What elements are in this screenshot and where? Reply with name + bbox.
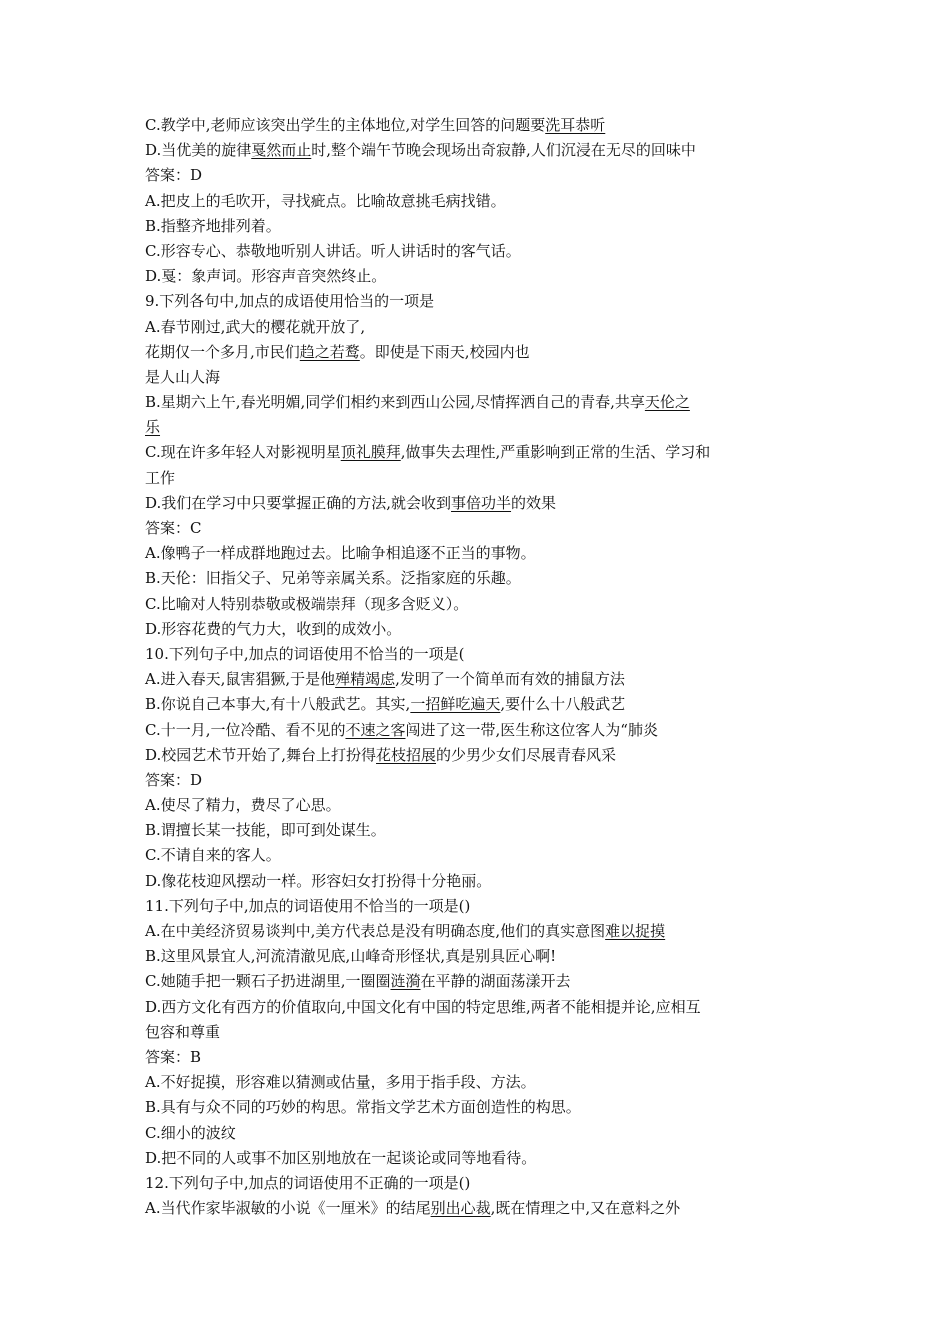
underlined-phrase: 顶礼膜拜: [340, 443, 401, 462]
text-segment: 。即使是下雨天,校园内也: [359, 342, 530, 361]
text-line: [145, 541, 810, 566]
text-segment: A.把皮上的毛吹开，寻找疵点。比喻故意挑毛病找错。: [145, 191, 506, 210]
text-segment: D.西方文化有西方的价值取向,中国文化有中国的特定思维,两者不能相提并论,应相互: [145, 997, 701, 1016]
underlined-phrase: 难以捉摸: [605, 922, 666, 940]
text-line: [145, 138, 810, 163]
text-line: [145, 340, 810, 365]
text-segment: C.十一月,一位冷酷、看不见的: [145, 720, 346, 739]
text-line: [145, 415, 810, 440]
text-segment: 10.下列句子中,加点的词语使用不恰当的一项是(: [145, 644, 465, 663]
document-page: [145, 113, 810, 1221]
text-line: [145, 466, 810, 491]
text-line: [145, 491, 810, 516]
text-line: [145, 390, 810, 415]
underlined-phrase: 趋之若鹜: [299, 342, 360, 361]
text-segment: A.春节刚过,武大的樱花就开放了,: [145, 317, 366, 336]
text-segment: B.天伦：旧指父子、兄弟等亲属关系。泛指家庭的乐趣。: [145, 569, 521, 588]
underlined-phrase: 乐: [145, 418, 161, 437]
text-line: [145, 793, 810, 818]
text-segment: A.像鸭子一样成群地跑过去。比喻争相追逐不正当的事物。: [145, 544, 536, 563]
text-segment: C.细小的波纹: [145, 1123, 236, 1142]
text-segment: 时,整个端午节晚会现场出奇寂静,人们沉浸在无尽的回味中: [311, 141, 696, 160]
text-segment: 答案：D: [145, 770, 203, 789]
text-segment: C.教学中,老师应该突出学生的主体地位,对学生回答的问题要: [145, 116, 546, 134]
text-line: [145, 1121, 810, 1146]
text-segment: B.星期六上午,春光明媚,同学们相约来到西山公园,尽情挥洒自己的青春,共享: [145, 393, 645, 412]
text-segment: 是人山人海: [145, 367, 221, 386]
text-line: [145, 440, 810, 465]
text-line: [145, 969, 810, 994]
text-segment: A.在中美经济贸易谈判中,美方代表总是没有明确态度,他们的真实意图: [145, 922, 606, 940]
text-line: [145, 894, 810, 919]
text-segment: D.戛：象声词。形容声音突然终止。: [145, 267, 387, 286]
text-segment: 12.下列句子中,加点的词语使用不正确的一项是(): [145, 1173, 471, 1192]
text-line: [145, 239, 810, 264]
text-segment: 答案：C: [145, 519, 202, 537]
text-segment: D.校园艺术节开始了,舞台上打扮得: [145, 745, 377, 764]
text-segment: D.形容花费的气力大，收到的成效小。: [145, 619, 402, 638]
text-line: [145, 264, 810, 289]
underlined-phrase: 别出心裁: [430, 1199, 491, 1218]
text-line: [145, 365, 810, 390]
text-line: [145, 566, 810, 591]
text-segment: 答案：D: [145, 166, 203, 185]
text-segment: 在平静的湖面荡漾开去: [420, 972, 571, 991]
underlined-phrase: 天伦之: [644, 393, 690, 412]
text-segment: ,要什么十八般武艺: [500, 695, 626, 714]
text-line: [145, 1070, 810, 1095]
underlined-phrase: 一招鲜吃遍天: [410, 695, 501, 714]
underlined-phrase: 事倍功半: [451, 493, 512, 512]
underlined-phrase: 不速之客: [345, 720, 406, 739]
text-line: [145, 289, 810, 314]
text-line: [145, 113, 810, 138]
underlined-phrase: 涟漪: [390, 972, 421, 991]
text-segment: 包容和尊重: [145, 1022, 221, 1041]
text-line: [145, 189, 810, 214]
underlined-phrase: 花枝招展: [376, 745, 437, 764]
text-line: [145, 214, 810, 239]
text-line: [145, 617, 810, 642]
text-line: [145, 718, 810, 743]
text-segment: A.进入春天,鼠害猖獗,于是他: [145, 670, 336, 689]
text-segment: A.使尽了精力，费尽了心思。: [145, 796, 341, 815]
text-segment: B.你说自己本事大,有十八般武艺。其实,: [145, 695, 411, 714]
text-segment: C.不请自来的客人。: [145, 846, 281, 865]
text-line: [145, 944, 810, 969]
underlined-phrase: 戛然而止: [251, 141, 312, 160]
text-line: [145, 768, 810, 793]
text-line: [145, 869, 810, 894]
text-segment: B.具有与众不同的巧妙的构思。常指文学艺术方面创造性的构思。: [145, 1098, 581, 1117]
text-segment: 11.下列句子中,加点的词语使用不恰当的一项是(): [145, 896, 471, 915]
text-line: [145, 1146, 810, 1171]
text-line: [145, 818, 810, 843]
text-line: [145, 516, 810, 541]
text-segment: B.指整齐地排列着。: [145, 216, 281, 235]
text-segment: C.形容专心、恭敬地听别人讲话。听人讲话时的客气话。: [145, 241, 521, 260]
text-segment: C.她随手把一颗石子扔进湖里,一圈圈: [145, 972, 391, 991]
text-segment: D.我们在学习中只要掌握正确的方法,就会收到: [145, 493, 452, 512]
text-segment: D.把不同的人或事不加区别地放在一起谈论或同等地看待。: [145, 1148, 537, 1167]
text-segment: 答案：B: [145, 1047, 202, 1066]
text-line: [145, 592, 810, 617]
text-segment: 花期仅一个多月,市民们: [145, 342, 300, 361]
text-line: [145, 163, 810, 188]
text-segment: A.不好捉摸，形容难以猜测或估量，多用于指手段、方法。: [145, 1073, 536, 1092]
text-segment: ,做事失去理性,严重影响到正常的生活、学习和: [400, 443, 711, 462]
text-line: [145, 642, 810, 667]
text-line: [145, 1196, 810, 1221]
text-segment: 工作: [145, 468, 176, 487]
text-segment: B.谓擅长某一技能，即可到处谋生。: [145, 821, 386, 840]
text-segment: 9.下列各句中,加点的成语使用恰当的一项是: [145, 292, 435, 311]
text-line: [145, 743, 810, 768]
text-line: [145, 1020, 810, 1045]
text-segment: D.像花枝迎风摆动一样。形容妇女打扮得十分艳丽。: [145, 871, 492, 890]
text-segment: B.这里风景宜人,河流清澈见底,山峰奇形怪状,真是别具匠心啊!: [145, 947, 557, 966]
text-segment: A.当代作家毕淑敏的小说《一厘米》的结尾: [145, 1199, 431, 1218]
text-line: [145, 919, 810, 944]
text-line: [145, 995, 810, 1020]
text-segment: ,既在情理之中,又在意料之外: [490, 1199, 681, 1218]
underlined-phrase: 殚精竭虑: [335, 670, 396, 689]
text-segment: C.现在许多年轻人对影视明星: [145, 443, 341, 462]
text-line: [145, 667, 810, 692]
text-line: [145, 843, 810, 868]
text-segment: D.当优美的旋律: [145, 141, 252, 160]
text-segment: 闯进了这一带,医生称这位客人为“肺炎: [405, 720, 658, 739]
underlined-phrase: 洗耳恭听: [545, 116, 606, 134]
text-line: [145, 1095, 810, 1120]
text-line: [145, 692, 810, 717]
text-line: [145, 315, 810, 340]
text-segment: 的少男少女们尽展青春风采: [436, 745, 617, 764]
text-line: [145, 1045, 810, 1070]
text-segment: 的效果: [511, 493, 557, 512]
text-segment: ,发明了一个简单而有效的捕鼠方法: [395, 670, 625, 689]
text-segment: C.比喻对人特别恭敬或极端崇拜（现多含贬义）。: [145, 594, 469, 613]
text-line: [145, 1171, 810, 1196]
